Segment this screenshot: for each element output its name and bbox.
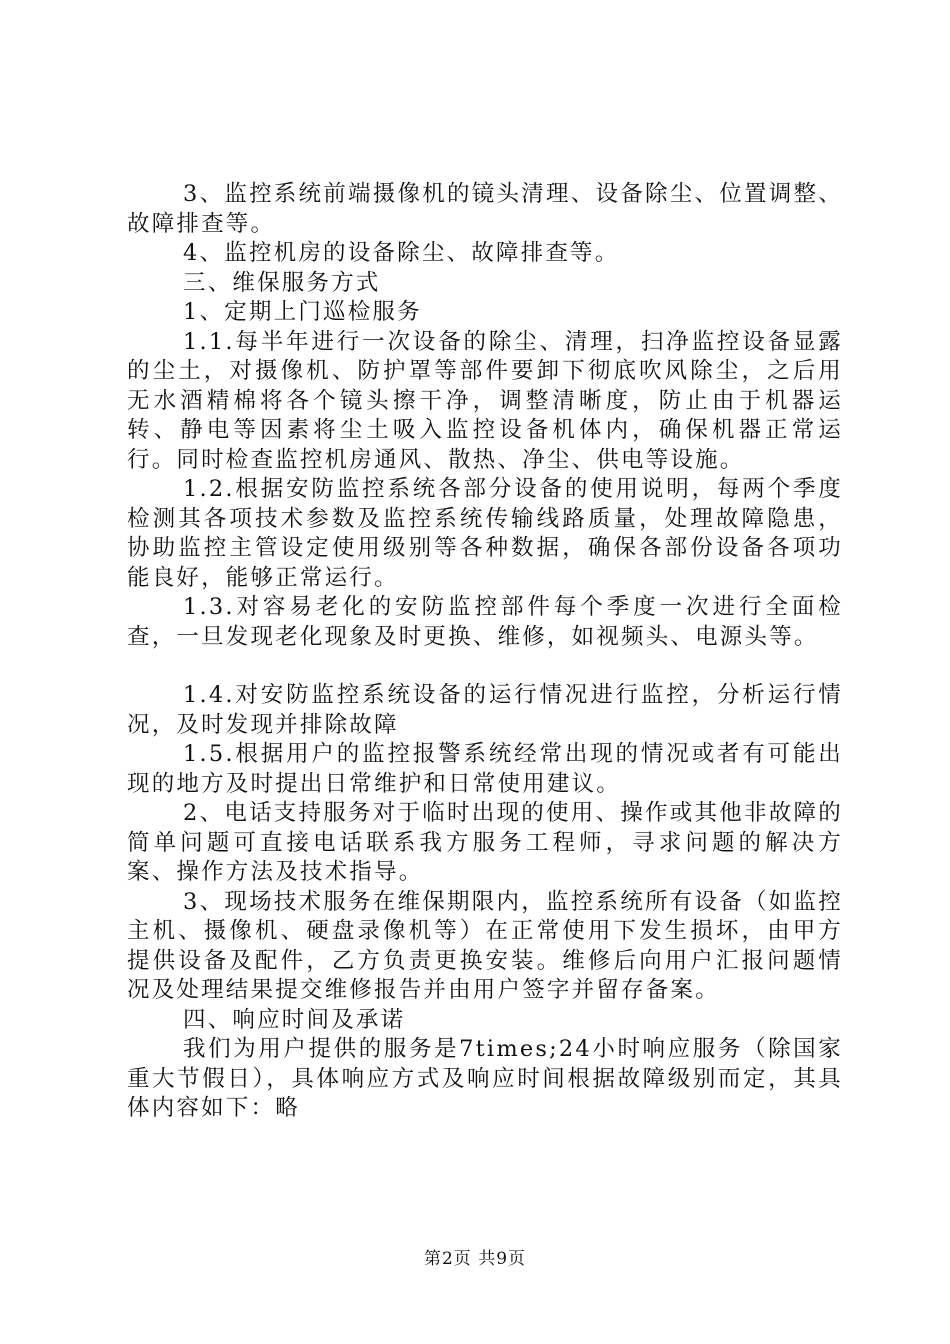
paragraph-1-2: 1.2.根据安防监控系统各部分设备的使用说明，每两个季度检测其各项技术参数及监控系统传输线路质量，处理故障隐患，协助监控主管设定使用级别等各种数据，确保各部份设备各项功能良好，能够正常运行。 <box>127 476 843 591</box>
page-footer: 第2页 共9页 <box>423 1249 527 1269</box>
section-heading-4: 四、响应时间及承诺 <box>183 1006 406 1033</box>
paragraph-phone-support: 2、电话支持服务对于临时出现的使用、操作或其他非故障的简单问题可直接电话联系我方服务工程师，寻求问题的解决方案、操作方法及技术指导。 <box>127 800 843 885</box>
document-body <box>127 180 843 1124</box>
paragraph-item-3: 3、监控系统前端摄像机的镜头清理、设备除尘、位置调整、故障排查等。 <box>127 181 843 237</box>
subsection-heading-1: 1、定期上门巡检服务 <box>183 299 422 325</box>
paragraph-onsite-service: 3、现场技术服务在维保期限内，监控系统所有设备（如监控主机、摄像机、硬盘录像机等）在正常使用下发生损坏，由甲方提供设备及配件，乙方负责更换安装。维修后向用户汇报问题情况及处理结果提交维修报告并由用户签字并留存备案。 <box>127 888 843 1003</box>
paragraph-1-1: 1.1.每半年进行一次设备的除尘、清理，扫净监控设备显露的尘土，对摄像机、防护罩等部件要卸下彻底吹风除尘，之后用无水酒精棉将各个镜头擦干净，调整清晰度，防止由于机器运转、静电等因素将尘土吸入监控设备机体内，确保机器正常运行。同时检查监控机房通风、散热、净尘、供电等设施。 <box>127 328 843 473</box>
paragraph-item-4: 4、监控机房的设备除尘、故障排查等。 <box>183 240 620 266</box>
blank-line <box>127 652 843 681</box>
paragraph-1-4: 1.4.对安防监控系统设备的运行情况进行监控，分析运行情况，及时发现并排除故障 <box>127 682 843 738</box>
paragraph-1-5: 1.5.根据用户的监控报警系统经常出现的情况或者有可能出现的地方及时提出日常维护和日常使用建议。 <box>127 741 843 797</box>
section-heading-3: 三、维保服务方式 <box>183 269 381 296</box>
paragraph-response-time: 我们为用户提供的服务是7times;24小时响应服务（除国家重大节假日），具体响应方式及响应时间根据故障级别而定，其具体内容如下：略 <box>127 1036 843 1121</box>
paragraph-1-3: 1.3.对容易老化的安防监控部件每个季度一次进行全面检查，一旦发现老化现象及时更换、维修，如视频头、电源头等。 <box>127 594 843 650</box>
